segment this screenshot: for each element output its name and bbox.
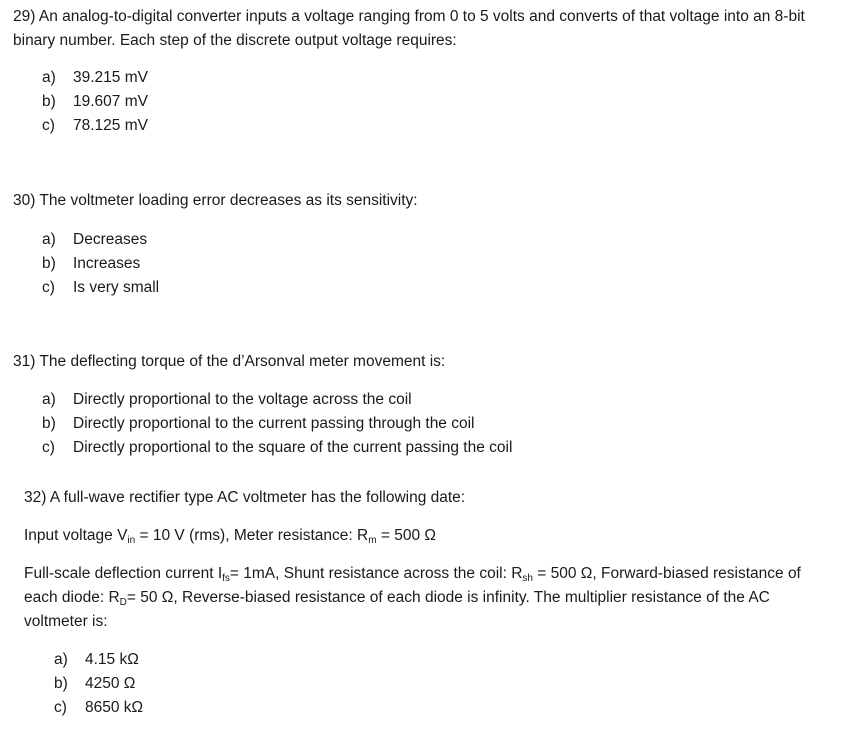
option-29-b: b) 19.607 mV (42, 93, 148, 110)
option-29-c: c) 78.125 mV (42, 117, 148, 134)
option-31-c: c) Directly proportional to the square of the current passing the coil (42, 439, 513, 456)
question-31: 31) The deflecting torque of the d’Arsonval meter movement is: (13, 353, 446, 370)
input-voltage-line: Input voltage $V_{in} = 10$ V (rms), Meter resistance: $R_m = 500$ Ω (24, 527, 436, 546)
option-31-b: b) Directly proportional to the current passing through the coil (42, 415, 475, 432)
option-32-b: b) 4250 Ω (54, 675, 136, 692)
question-29: 29) An analog-to-digital converter inputs a voltage ranging from 0 to 5 volts and converts of that voltage into an 8-bit binary number. Each step of the discrete output voltage requires: (13, 8, 805, 49)
option-30-b: b) Increases (42, 255, 141, 272)
option-32-a: a) 4.15 kΩ (54, 651, 139, 668)
option-32-c: c) 8650 kΩ (54, 699, 144, 716)
question-30: 30) The voltmeter loading error decreases as its sensitivity: (13, 192, 418, 209)
option-30-c: c) Is very small (42, 279, 160, 296)
question-32: 32) A full-wave rectifier type AC voltmeter has the following date: (24, 489, 466, 506)
option-30-a: a) Decreases (42, 231, 148, 248)
option-29-a: a) 39.215 mV (42, 69, 148, 86)
option-31-a: a) Directly proportional to the voltage across the coil (42, 391, 412, 408)
parameters-paragraph: Full-scale deflection current $I_{fs}= 1mA$, Shunt resistance across the coil: $R_{sh} = 500$ Ω, Forward-biased resistance of each diode: $R_D= 50$ Ω, Reverse-biased resistance of each diode is infinity. The multiplier resistance of the AC voltmeter is: (24, 565, 801, 630)
